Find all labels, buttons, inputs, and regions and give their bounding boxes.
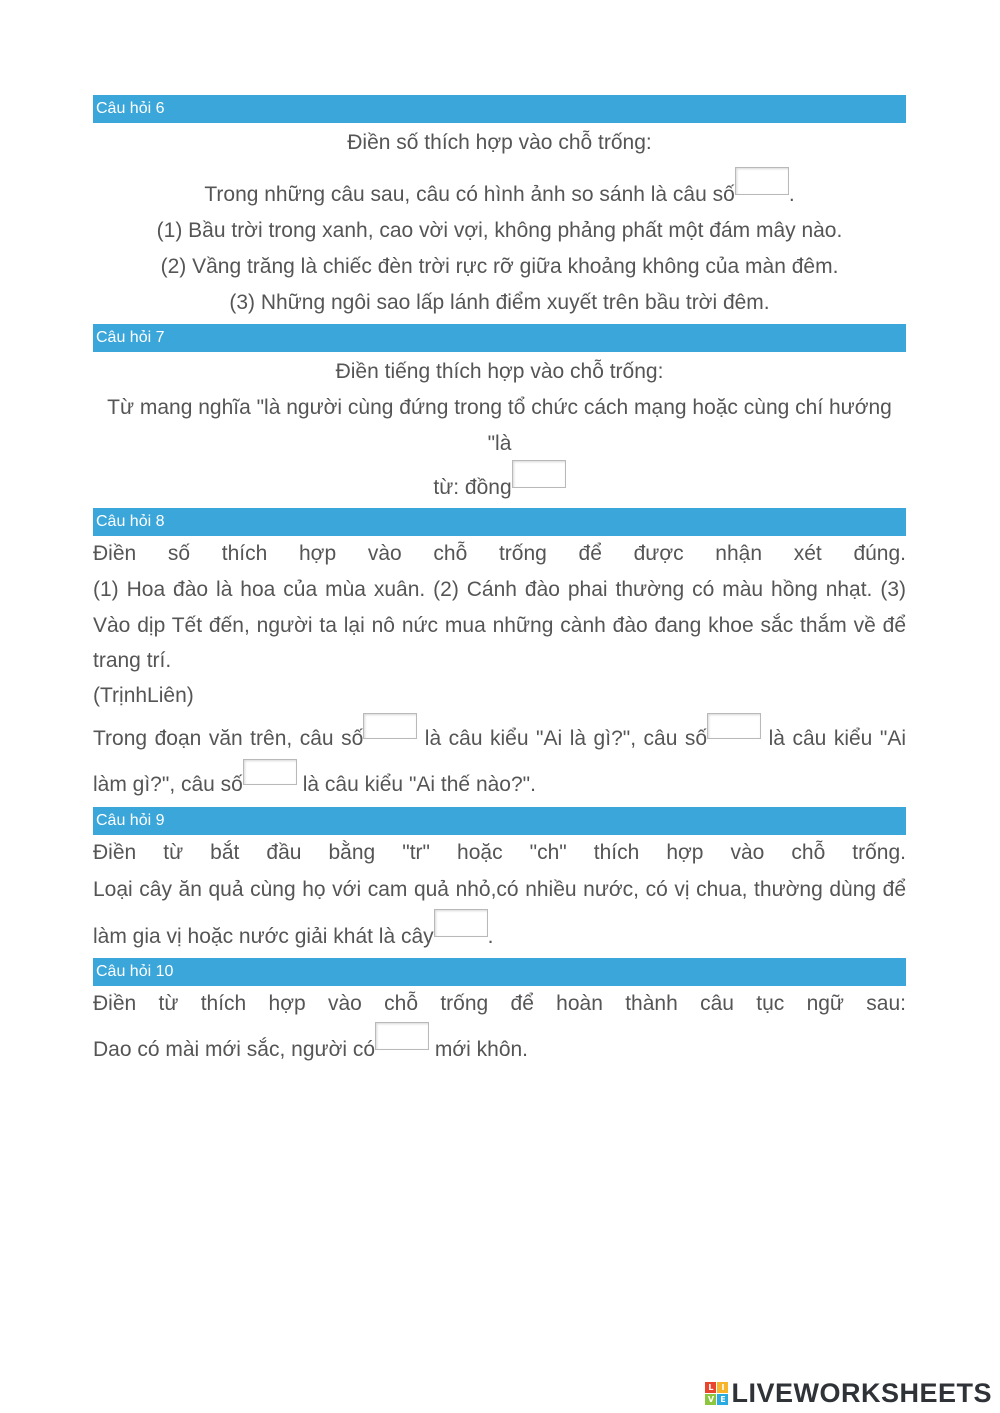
logo-letter: V — [705, 1394, 716, 1405]
logo-letter: E — [717, 1394, 728, 1405]
question-prompt — [93, 871, 906, 956]
question-prompt — [93, 713, 906, 805]
question-title: Điền tiếng thích hợp vào chỗ trống: — [335, 360, 664, 383]
option-1: (1) Bầu trời trong xanh, cao vời vợi, không phảng phất một đám mây nào. — [156, 219, 843, 242]
question-header: Câu hỏi 6 — [93, 95, 906, 123]
question-header: Câu hỏi 8 — [93, 508, 906, 536]
prompt-text: là câu kiểu "Ai làm gì?", câu số — [93, 726, 906, 796]
prompt-text: là câu kiểu "Ai là gì?", câu số — [424, 726, 708, 750]
reading-passage: (1) Hoa đào là hoa của mùa xuân. (2) Cánh đào phai thường có màu hồng nhạt. (3) Vào dịp Tết đến, người ta lại nô nức mua những cành đào đang khoe sắc thắm về để trang trí. — [93, 578, 906, 672]
prompt-text: Trong những câu sau, câu có hình ảnh so sánh là câu số — [204, 183, 735, 206]
option-3: (3) Những ngôi sao lấp lánh điểm xuyết trên bầu trời đêm. — [229, 291, 770, 314]
answer-blank[interactable] — [512, 460, 566, 488]
answer-blank-3[interactable] — [243, 759, 297, 785]
logo-letter: L — [705, 1382, 716, 1393]
prompt-text: Trong đoạn văn trên, câu số — [93, 726, 364, 750]
logo-letter: I — [717, 1382, 728, 1393]
option-2: (2) Vầng trăng là chiếc đèn trời rực rỡ giữa khoảng không của màn đêm. — [160, 255, 839, 278]
question-9 — [93, 807, 906, 956]
question-10 — [93, 958, 906, 1070]
passage-author: (TrịnhLiên) — [93, 683, 194, 707]
question-instruction: Điền số thích hợp vào chỗ trống để được nhận xét đúng. — [93, 542, 906, 565]
prompt-text: . — [487, 924, 494, 948]
question-header: Câu hỏi 9 — [93, 807, 906, 835]
question-prompt-line-1: Từ mang nghĩa "là người cùng đứng trong tổ chức cách mạng hoặc cùng chí hướng "là — [107, 396, 892, 455]
question-prompt-line-2 — [93, 460, 906, 508]
prompt-text: Dao có mài mới sắc, người có — [93, 1037, 376, 1061]
answer-blank[interactable] — [375, 1022, 429, 1050]
question-8 — [93, 508, 906, 805]
question-title: Điền số thích hợp vào chỗ trống: — [347, 131, 652, 154]
question-instruction: Điền từ bắt đầu bằng "tr" hoặc "ch" thích hợp vào chỗ trống. — [93, 840, 906, 864]
question-instruction: Điền từ thích hợp vào chỗ trống để hoàn thành câu tục ngữ sau: — [93, 991, 906, 1015]
liveworksheets-logo — [705, 1378, 992, 1409]
liveworksheets-mark-icon — [705, 1382, 728, 1405]
question-header: Câu hỏi 7 — [93, 324, 906, 352]
prompt-text: mới khôn. — [434, 1037, 529, 1061]
prompt-text: từ: đồng — [433, 476, 512, 499]
question-prompt — [93, 1022, 906, 1070]
prompt-text: là câu kiểu "Ai thế nào?". — [302, 772, 536, 796]
answer-blank[interactable] — [434, 909, 488, 937]
question-header: Câu hỏi 10 — [93, 958, 906, 986]
question-7 — [93, 324, 906, 508]
answer-blank-1[interactable] — [363, 713, 417, 739]
logo-text: LIVEWORKSHEETS — [731, 1378, 992, 1408]
question-6 — [93, 95, 906, 321]
prompt-text: . — [788, 183, 795, 206]
answer-blank-2[interactable] — [707, 713, 761, 739]
answer-blank[interactable] — [735, 167, 789, 195]
worksheet — [93, 95, 906, 1070]
prompt-text: Loại cây ăn quả cùng họ với cam quả nhỏ,có nhiều nước, có vị chua, thường dùng để làm gia vị hoặc nước giải khát là cây — [93, 877, 906, 948]
question-prompt — [93, 167, 906, 213]
